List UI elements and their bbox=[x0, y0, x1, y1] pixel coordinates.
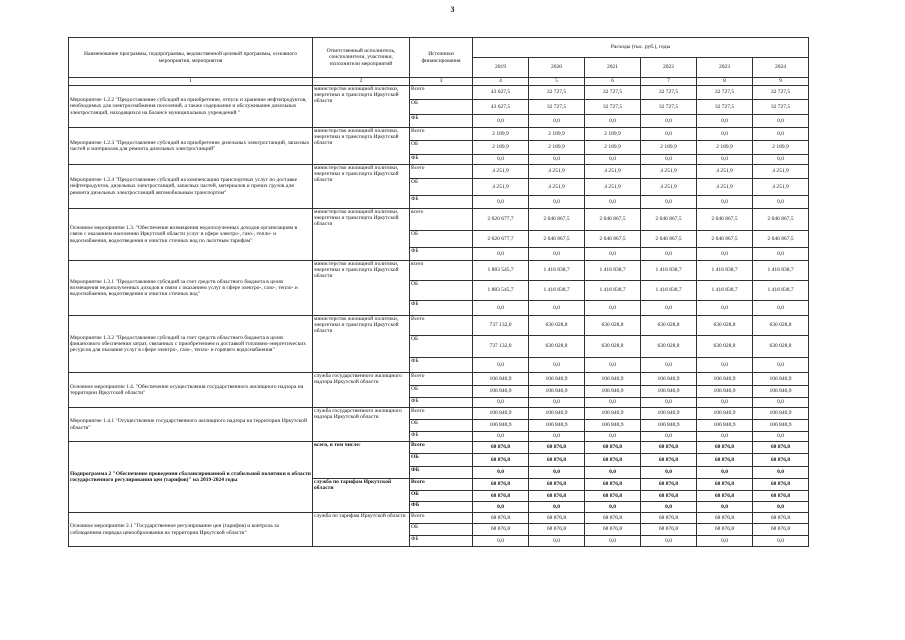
program-name-cell: Мероприятие 1.2.3 "Предоставление субсидий на приобретение дизельных электростанций, запасных частей и материалов для ремонта дизельных электростанций" bbox=[69, 128, 313, 165]
value-cell: 0,0 bbox=[697, 115, 753, 128]
value-cell: 4 251,9 bbox=[473, 179, 529, 196]
source-cell: ФБ bbox=[410, 432, 473, 442]
value-cell: 2 189,9 bbox=[473, 141, 529, 155]
value-cell: 68 876,8 bbox=[529, 491, 585, 502]
value-cell: 0,0 bbox=[753, 115, 809, 128]
source-cell: всего bbox=[410, 261, 473, 281]
source-cell: ОБ bbox=[410, 386, 473, 398]
value-cell: 0,0 bbox=[529, 155, 585, 165]
value-cell: 0,0 bbox=[641, 398, 697, 408]
value-cell: 0,0 bbox=[529, 502, 585, 513]
source-cell: Всего bbox=[410, 86, 473, 100]
value-cell: 68 876,8 bbox=[585, 524, 641, 536]
value-cell: 630 028,8 bbox=[529, 316, 585, 336]
value-cell: 4 251,9 bbox=[529, 179, 585, 196]
value-cell: 68 876,8 bbox=[641, 442, 697, 454]
value-cell: 0,0 bbox=[473, 398, 529, 408]
value-cell: 0,0 bbox=[473, 467, 529, 479]
source-cell: ФБ bbox=[410, 536, 473, 547]
value-cell: 106 840,9 bbox=[697, 386, 753, 398]
value-cell: 0,0 bbox=[529, 248, 585, 261]
value-cell: 4 251,9 bbox=[473, 165, 529, 179]
value-cell: 0,0 bbox=[473, 115, 529, 128]
program-name-cell: Основное мероприятие 1.4. "Обеспечение осуществления государственного жилищного надзора на территории Иркутской области" bbox=[69, 373, 313, 408]
value-cell: 106 840,9 bbox=[473, 386, 529, 398]
value-cell: 2 046 867,5 bbox=[585, 231, 641, 248]
value-cell: 0,0 bbox=[473, 196, 529, 209]
value-cell: 68 876,8 bbox=[473, 491, 529, 502]
value-cell: 32 727,5 bbox=[529, 100, 585, 115]
value-cell: 106 840,9 bbox=[473, 373, 529, 386]
value-cell: 0,0 bbox=[753, 358, 809, 373]
value-cell: 106 840,9 bbox=[585, 386, 641, 398]
table-row bbox=[69, 408, 809, 420]
value-cell: 4 251,9 bbox=[641, 179, 697, 196]
table-row bbox=[69, 128, 809, 141]
table-body bbox=[69, 86, 809, 547]
program-name-cell: Мероприятие 1.4.1 "Осуществление государственного жилищного надзора на территории Иркутской области" bbox=[69, 408, 313, 442]
value-cell: 0,0 bbox=[641, 432, 697, 442]
value-cell: 68 876,8 bbox=[697, 524, 753, 536]
value-cell: 106 840,9 bbox=[753, 386, 809, 398]
value-cell: 0,0 bbox=[753, 432, 809, 442]
source-cell: ОБ bbox=[410, 336, 473, 358]
value-cell: 0,0 bbox=[585, 248, 641, 261]
value-cell: 0,0 bbox=[697, 536, 753, 547]
executor-cell: служба по тарифам Иркутской области bbox=[313, 479, 410, 513]
value-cell: 2 189,9 bbox=[641, 141, 697, 155]
value-cell: 4 251,9 bbox=[753, 165, 809, 179]
value-cell: 1 883 545,7 bbox=[473, 261, 529, 281]
value-cell: 0,0 bbox=[753, 301, 809, 316]
value-cell: 43 627,5 bbox=[473, 100, 529, 115]
source-cell: Всего bbox=[410, 442, 473, 454]
source-cell: ОБ bbox=[410, 141, 473, 155]
value-cell: 0,0 bbox=[753, 502, 809, 513]
value-cell: 2 046 867,5 bbox=[753, 231, 809, 248]
header-expenses: Расходы (тыс. руб.), годы bbox=[473, 38, 809, 58]
value-cell: 2 620 677,7 bbox=[473, 231, 529, 248]
value-cell: 1 416 838,7 bbox=[641, 281, 697, 301]
value-cell: 0,0 bbox=[753, 196, 809, 209]
program-name-cell: Подпрограмма 2 "Обеспечение проведения сбалансированной и стабильной политики в области государственного регулирования цен (тарифов)" на 2019-2024 годы bbox=[69, 442, 313, 513]
value-cell: 0,0 bbox=[641, 467, 697, 479]
executor-cell: министерство жилищной политики, энергетики и транспорта Иркутской области bbox=[313, 128, 410, 165]
value-cell: 106 840,9 bbox=[641, 373, 697, 386]
header-name: Наименование программы, подпрограммы, ведомственной целевой программы, основного мероприятия, мероприятия bbox=[69, 38, 313, 78]
value-cell: 68 876,8 bbox=[753, 524, 809, 536]
value-cell: 2 046 867,5 bbox=[529, 231, 585, 248]
source-cell: Всего bbox=[410, 316, 473, 336]
value-cell: 1 416 838,7 bbox=[641, 261, 697, 281]
value-cell: 0,0 bbox=[585, 358, 641, 373]
value-cell: 106 840,9 bbox=[697, 420, 753, 432]
value-cell: 4 251,9 bbox=[697, 179, 753, 196]
col-number: 6 bbox=[585, 78, 641, 86]
value-cell: 106 840,9 bbox=[697, 408, 753, 420]
source-cell: Всего bbox=[410, 128, 473, 141]
value-cell: 32 727,5 bbox=[641, 86, 697, 100]
value-cell: 106 840,9 bbox=[697, 373, 753, 386]
value-cell: 32 727,5 bbox=[753, 86, 809, 100]
value-cell: 2 046 867,5 bbox=[529, 209, 585, 231]
value-cell: 0,0 bbox=[641, 301, 697, 316]
value-cell: 68 876,8 bbox=[585, 479, 641, 491]
source-cell: ОБ bbox=[410, 524, 473, 536]
value-cell: 0,0 bbox=[473, 248, 529, 261]
value-cell: 106 840,9 bbox=[585, 408, 641, 420]
value-cell: 0,0 bbox=[697, 128, 753, 141]
value-cell: 32 727,5 bbox=[753, 100, 809, 115]
value-cell: 1 416 838,7 bbox=[585, 281, 641, 301]
value-cell: 0,0 bbox=[473, 358, 529, 373]
value-cell: 106 840,9 bbox=[641, 408, 697, 420]
value-cell: 2 189,9 bbox=[753, 141, 809, 155]
value-cell: 0,0 bbox=[697, 398, 753, 408]
value-cell: 2 046 867,5 bbox=[753, 209, 809, 231]
executor-cell: министерство жилищной политики, энергетики и транспорта Иркутской области bbox=[313, 261, 410, 316]
source-cell: ФБ bbox=[410, 155, 473, 165]
value-cell: 2 046 867,5 bbox=[585, 209, 641, 231]
value-cell: 630 028,8 bbox=[753, 316, 809, 336]
value-cell: 0,0 bbox=[697, 358, 753, 373]
header-year: 2021 bbox=[585, 58, 641, 78]
value-cell: 0,0 bbox=[641, 248, 697, 261]
executor-cell: служба государственного жилищного надзора Иркутской области bbox=[313, 408, 410, 442]
value-cell: 106 840,9 bbox=[529, 386, 585, 398]
value-cell: 68 876,8 bbox=[753, 513, 809, 524]
value-cell: 0,0 bbox=[585, 398, 641, 408]
value-cell: 0,0 bbox=[529, 536, 585, 547]
value-cell: 0,0 bbox=[641, 155, 697, 165]
value-cell: 0,0 bbox=[641, 502, 697, 513]
value-cell: 0,0 bbox=[697, 248, 753, 261]
source-cell: ОБ bbox=[410, 100, 473, 115]
value-cell: 1 883 545,7 bbox=[473, 281, 529, 301]
value-cell: 68 876,8 bbox=[753, 479, 809, 491]
value-cell: 68 876,8 bbox=[585, 513, 641, 524]
value-cell: 0,0 bbox=[753, 248, 809, 261]
col-number: 8 bbox=[697, 78, 753, 86]
program-name-cell: Мероприятие 1.2.4 "Предоставление субсидий на компенсацию транспортных услуг по доставке нефтепродуктов, дизельных электростанций, запасных частей, материалов и прочих грузов для ремонта дизельных электростанций автомобильным транспортом" bbox=[69, 165, 313, 209]
source-cell: ФБ bbox=[410, 398, 473, 408]
value-cell: 1 416 838,7 bbox=[753, 261, 809, 281]
value-cell: 0,0 bbox=[641, 128, 697, 141]
value-cell: 630 028,8 bbox=[529, 336, 585, 358]
value-cell: 737 132,0 bbox=[473, 336, 529, 358]
col-number: 4 bbox=[473, 78, 529, 86]
source-cell: ФБ bbox=[410, 301, 473, 316]
header-year: 2022 bbox=[641, 58, 697, 78]
value-cell: 4 251,9 bbox=[641, 165, 697, 179]
value-cell: 4 251,9 bbox=[529, 165, 585, 179]
value-cell: 106 840,9 bbox=[753, 420, 809, 432]
value-cell: 0,0 bbox=[473, 432, 529, 442]
value-cell: 0,0 bbox=[585, 155, 641, 165]
value-cell: 68 876,8 bbox=[641, 454, 697, 467]
value-cell: 2 189,9 bbox=[585, 128, 641, 141]
value-cell: 0,0 bbox=[529, 301, 585, 316]
header-year: 2023 bbox=[697, 58, 753, 78]
value-cell: 32 727,5 bbox=[641, 100, 697, 115]
value-cell: 0,0 bbox=[697, 301, 753, 316]
value-cell: 0,0 bbox=[641, 358, 697, 373]
value-cell: 68 876,8 bbox=[585, 442, 641, 454]
value-cell: 2 046 867,5 bbox=[641, 209, 697, 231]
value-cell: 0,0 bbox=[641, 196, 697, 209]
value-cell: 0,0 bbox=[529, 358, 585, 373]
source-cell: Всего bbox=[410, 513, 473, 524]
source-cell: ОБ bbox=[410, 454, 473, 467]
source-cell: Всего bbox=[410, 479, 473, 491]
table-row bbox=[69, 513, 809, 524]
value-cell: 4 251,9 bbox=[585, 179, 641, 196]
header-year: 2019 bbox=[473, 58, 529, 78]
value-cell: 68 876,8 bbox=[697, 454, 753, 467]
value-cell: 0,0 bbox=[473, 536, 529, 547]
value-cell: 2 189,9 bbox=[529, 128, 585, 141]
value-cell: 1 416 838,7 bbox=[753, 281, 809, 301]
value-cell: 68 876,8 bbox=[753, 454, 809, 467]
value-cell: 0,0 bbox=[529, 398, 585, 408]
expenses-table bbox=[68, 37, 809, 547]
executor-cell: министерство жилищной политики, энергетики и транспорта Иркутской области bbox=[313, 165, 410, 209]
source-cell: ОБ bbox=[410, 420, 473, 432]
value-cell: 630 028,8 bbox=[585, 336, 641, 358]
source-cell: всего bbox=[410, 209, 473, 231]
value-cell: 0,0 bbox=[697, 196, 753, 209]
executor-cell: служба по тарифам Иркутской области bbox=[313, 513, 410, 547]
value-cell: 0,0 bbox=[697, 467, 753, 479]
source-cell: ОБ bbox=[410, 179, 473, 196]
source-cell: ФБ bbox=[410, 467, 473, 479]
source-cell: ОБ bbox=[410, 281, 473, 301]
executor-cell: всего, в том числе: bbox=[313, 442, 410, 479]
value-cell: 68 876,8 bbox=[529, 479, 585, 491]
value-cell: 0,0 bbox=[697, 155, 753, 165]
value-cell: 4 251,9 bbox=[697, 165, 753, 179]
value-cell: 2 046 867,5 bbox=[697, 231, 753, 248]
value-cell: 0,0 bbox=[529, 196, 585, 209]
program-name-cell: Мероприятие 1.2.2 "Предоставление субсидий на приобретение, отпуск и хранение нефтепродуктов, необходимых для электроснабжения поселений, а также содержание и обслуживание дизельных электростанций, находящихся на балансе муниципальных учреждений " bbox=[69, 86, 313, 128]
value-cell: 630 028,8 bbox=[697, 316, 753, 336]
value-cell: 68 876,8 bbox=[473, 454, 529, 467]
value-cell: 1 416 838,7 bbox=[529, 281, 585, 301]
program-name-cell: Основное мероприятие 1.3. "Обеспечение возмещения недополученных доходов организациям в связи с оказанием населению Иркутской области услуг в сфере электро-, газо-, тепло- и водоснабжения, водоотведения и очистки сточных вод по льготным тарифам" bbox=[69, 209, 313, 261]
value-cell: 43 627,5 bbox=[473, 86, 529, 100]
value-cell: 68 876,8 bbox=[529, 513, 585, 524]
executor-cell: министерство жилищной политики, энергетики и транспорта Иркутской области bbox=[313, 209, 410, 261]
value-cell: 0,0 bbox=[585, 432, 641, 442]
col-number: 5 bbox=[529, 78, 585, 86]
col-number: 7 bbox=[641, 78, 697, 86]
value-cell: 106 840,9 bbox=[473, 420, 529, 432]
value-cell: 737 132,0 bbox=[473, 316, 529, 336]
value-cell: 32 727,5 bbox=[585, 86, 641, 100]
value-cell: 106 840,9 bbox=[529, 408, 585, 420]
value-cell: 68 876,8 bbox=[529, 454, 585, 467]
col-number: 9 bbox=[753, 78, 809, 86]
value-cell: 630 028,8 bbox=[585, 316, 641, 336]
value-cell: 2 189,9 bbox=[529, 141, 585, 155]
header-year: 2024 bbox=[753, 58, 809, 78]
value-cell: 68 876,8 bbox=[473, 479, 529, 491]
source-cell: ФБ bbox=[410, 196, 473, 209]
value-cell: 68 876,8 bbox=[753, 491, 809, 502]
value-cell: 0,0 bbox=[753, 536, 809, 547]
value-cell: 4 251,9 bbox=[585, 165, 641, 179]
source-cell: Всего bbox=[410, 408, 473, 420]
value-cell: 0,0 bbox=[585, 301, 641, 316]
value-cell: 0,0 bbox=[585, 536, 641, 547]
value-cell: 32 727,5 bbox=[585, 100, 641, 115]
source-cell: ОБ bbox=[410, 231, 473, 248]
value-cell: 0,0 bbox=[753, 467, 809, 479]
value-cell: 0,0 bbox=[473, 502, 529, 513]
value-cell: 4 251,9 bbox=[753, 179, 809, 196]
value-cell: 2 189,9 bbox=[473, 128, 529, 141]
table-row bbox=[69, 442, 809, 454]
value-cell: 68 876,8 bbox=[529, 524, 585, 536]
value-cell: 0,0 bbox=[473, 155, 529, 165]
source-cell: ФБ bbox=[410, 358, 473, 373]
source-cell: Всего bbox=[410, 373, 473, 386]
value-cell: 68 876,8 bbox=[473, 524, 529, 536]
value-cell: 68 876,8 bbox=[697, 442, 753, 454]
value-cell: 68 876,8 bbox=[529, 442, 585, 454]
value-cell: 1 416 838,7 bbox=[697, 261, 753, 281]
page-number: 3 bbox=[450, 5, 455, 14]
value-cell: 1 416 838,7 bbox=[529, 261, 585, 281]
header-year: 2020 bbox=[529, 58, 585, 78]
source-cell: Всего bbox=[410, 165, 473, 179]
value-cell: 68 876,8 bbox=[697, 479, 753, 491]
value-cell: 630 028,8 bbox=[753, 336, 809, 358]
value-cell: 68 876,8 bbox=[641, 491, 697, 502]
value-cell: 68 876,8 bbox=[585, 454, 641, 467]
value-cell: 106 840,9 bbox=[473, 408, 529, 420]
value-cell: 0,0 bbox=[585, 467, 641, 479]
value-cell: 0,0 bbox=[641, 536, 697, 547]
source-cell: ФБ bbox=[410, 248, 473, 261]
table-row bbox=[69, 209, 809, 231]
col-number: 3 bbox=[410, 78, 473, 86]
table-row bbox=[69, 165, 809, 179]
value-cell: 68 876,8 bbox=[641, 524, 697, 536]
value-cell: 2 046 867,5 bbox=[641, 231, 697, 248]
value-cell: 32 727,5 bbox=[697, 100, 753, 115]
program-name-cell: Основное мероприятие 2.1 "Государственное регулирование цен (тарифов) и контроль за соблюдением порядка ценообразования на территории Иркутской области" bbox=[69, 513, 313, 547]
value-cell: 106 840,9 bbox=[753, 408, 809, 420]
value-cell: 32 727,5 bbox=[697, 86, 753, 100]
value-cell: 0,0 bbox=[697, 502, 753, 513]
value-cell: 1 416 838,7 bbox=[697, 281, 753, 301]
value-cell: 0,0 bbox=[585, 115, 641, 128]
value-cell: 630 028,8 bbox=[697, 336, 753, 358]
value-cell: 2 046 867,5 bbox=[697, 209, 753, 231]
table-row bbox=[69, 316, 809, 336]
executor-cell: министерство жилищной политики, энергетики и транспорта Иркутской области bbox=[313, 86, 410, 128]
value-cell: 106 840,9 bbox=[753, 373, 809, 386]
value-cell: 0,0 bbox=[753, 128, 809, 141]
value-cell: 2 189,9 bbox=[697, 141, 753, 155]
value-cell: 2 620 677,7 bbox=[473, 209, 529, 231]
value-cell: 0,0 bbox=[697, 432, 753, 442]
value-cell: 0,0 bbox=[529, 432, 585, 442]
value-cell: 68 876,8 bbox=[753, 442, 809, 454]
source-cell: ОБ bbox=[410, 491, 473, 502]
value-cell: 106 840,9 bbox=[529, 420, 585, 432]
value-cell: 106 840,9 bbox=[641, 420, 697, 432]
source-cell: ФБ bbox=[410, 115, 473, 128]
value-cell: 68 876,8 bbox=[641, 513, 697, 524]
value-cell: 0,0 bbox=[529, 115, 585, 128]
value-cell: 630 028,8 bbox=[641, 316, 697, 336]
program-name-cell: Мероприятие 1.3.1 "Предоставление субсидий за счет средств областного бюджета в целях возмещения недополученных доходов в связи с оказанием услуг в сфере электро-, газо-, тепло- и водоснабжения, водоотведения и очистки сточных вод" bbox=[69, 261, 313, 316]
program-name-cell: Мероприятие 1.3.2 "Предоставление субсидий за счет средств областного бюджета в целях финансового обеспечения затрат, связанных с приобретением и доставкой топливно-энергетических ресурсов для оказания услуг в сфере электро-, газо-, тепло- и горячего водоснабжения" bbox=[69, 316, 313, 373]
value-cell: 0,0 bbox=[753, 155, 809, 165]
table-row bbox=[69, 373, 809, 386]
value-cell: 68 876,8 bbox=[697, 491, 753, 502]
value-cell: 2 189,9 bbox=[585, 141, 641, 155]
value-cell: 0,0 bbox=[585, 196, 641, 209]
executor-cell: служба государственного жилищного надзора Иркутской области bbox=[313, 373, 410, 408]
table-row bbox=[69, 86, 809, 100]
value-cell: 32 727,5 bbox=[529, 86, 585, 100]
value-cell: 0,0 bbox=[529, 467, 585, 479]
value-cell: 68 876,8 bbox=[641, 479, 697, 491]
col-number: 1 bbox=[69, 78, 313, 86]
executor-cell: министерство жилищной политики, энергетики и транспорта Иркутской области bbox=[313, 316, 410, 373]
value-cell: 106 840,9 bbox=[641, 386, 697, 398]
header-executor: Ответственный исполнитель, соисполнители, участники, исполнители мероприятий bbox=[313, 38, 410, 78]
value-cell: 0,0 bbox=[473, 301, 529, 316]
value-cell: 68 876,8 bbox=[585, 491, 641, 502]
value-cell: 1 416 838,7 bbox=[585, 261, 641, 281]
header-source: Источники финансирования bbox=[410, 38, 473, 78]
value-cell: 106 840,9 bbox=[585, 373, 641, 386]
col-number: 2 bbox=[313, 78, 410, 86]
value-cell: 0,0 bbox=[641, 115, 697, 128]
value-cell: 0,0 bbox=[753, 398, 809, 408]
value-cell: 68 876,8 bbox=[473, 442, 529, 454]
value-cell: 106 840,9 bbox=[585, 420, 641, 432]
value-cell: 106 840,9 bbox=[529, 373, 585, 386]
value-cell: 68 876,8 bbox=[473, 513, 529, 524]
value-cell: 630 028,8 bbox=[641, 336, 697, 358]
source-cell: ФБ bbox=[410, 502, 473, 513]
table-row bbox=[69, 261, 809, 281]
value-cell: 68 876,8 bbox=[697, 513, 753, 524]
value-cell: 0,0 bbox=[585, 502, 641, 513]
